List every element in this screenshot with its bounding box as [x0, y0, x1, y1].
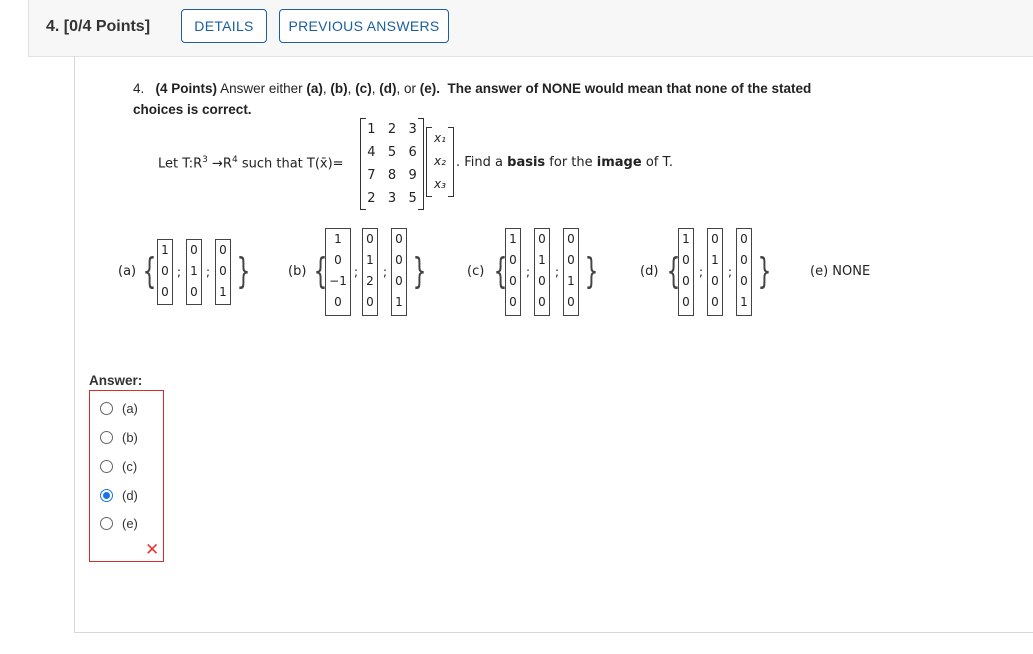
choice-d-vector-3: 0 0 0 1	[736, 228, 752, 316]
semicolon: ;	[699, 265, 704, 279]
transform-definition: Let $T:R^3 \to R^4$ such that T(x̄)=	[158, 155, 344, 172]
radio-icon[interactable]	[100, 460, 113, 473]
choice-d-right-brace: }	[757, 251, 772, 292]
answer-title: Answer:	[89, 373, 143, 388]
choice-b-vector-1: 1 0 −1 0	[325, 228, 351, 316]
question-points: 4. [0/4 Points]	[46, 18, 151, 35]
x-mark-icon: ✕	[145, 540, 160, 559]
semicolon: ;	[354, 265, 359, 279]
choice-c-left-brace: {	[493, 251, 508, 292]
answer-box	[89, 390, 164, 562]
choice-d-vector-1: 1 0 0 0	[678, 228, 694, 316]
radio-icon[interactable]	[100, 402, 113, 415]
semicolon: ;	[555, 265, 560, 279]
question-header	[28, 0, 1033, 57]
answer-option-e[interactable]: (e)	[100, 516, 138, 531]
radio-selected-icon[interactable]	[100, 489, 113, 502]
semicolon: ;	[728, 265, 733, 279]
previous-answers-button[interactable]: PREVIOUS ANSWERS	[279, 9, 449, 43]
choice-c-vector-3: 0 0 1 0	[563, 228, 579, 316]
x-vector: x₁ x₂ x₃	[426, 127, 454, 197]
details-button[interactable]: DETAILS	[181, 9, 267, 43]
question-panel	[74, 56, 1033, 633]
choice-d-left-brace: {	[666, 251, 681, 292]
semicolon: ;	[526, 265, 531, 279]
choice-b-right-brace: }	[412, 251, 427, 292]
question-text: 4. (4 Points) Answer either (a), (b), (c), (d), or (e). The answer of NONE would mean that none of the stated choices is correct.	[133, 81, 812, 117]
transform-matrix: 1 2 3 4 5 6 7 8 9 2 3 5	[360, 118, 424, 210]
radio-icon[interactable]	[100, 517, 113, 530]
choice-a-vector-3: 0 0 1	[215, 239, 231, 305]
semicolon: ;	[206, 265, 211, 279]
choice-c-label: (c)	[467, 264, 485, 279]
choice-a-right-brace: }	[236, 251, 251, 292]
choice-b-label: (b)	[288, 264, 307, 279]
semicolon: ;	[177, 265, 182, 279]
choice-c-vector-1: 1 0 0 0	[505, 228, 521, 316]
choice-a-left-brace: {	[142, 251, 157, 292]
semicolon: ;	[383, 265, 388, 279]
choice-d-vector-2: 0 1 0 0	[707, 228, 723, 316]
choice-b-vector-3: 0 0 0 1	[391, 228, 407, 316]
find-basis-text: . Find a basis for the image of T.	[456, 155, 674, 170]
answer-option-d[interactable]: (d)	[100, 488, 138, 503]
choice-c-vector-2: 0 1 0 0	[534, 228, 550, 316]
choice-b-left-brace: {	[313, 251, 328, 292]
choice-c-right-brace: }	[584, 251, 599, 292]
choice-a-vector-2: 0 1 0	[186, 239, 202, 305]
choice-d-label: (d)	[640, 264, 659, 279]
choice-e-label: (e) NONE	[810, 264, 871, 279]
answer-option-b[interactable]: (b)	[100, 430, 138, 445]
radio-icon[interactable]	[100, 431, 113, 444]
choice-a-label: (a)	[118, 264, 137, 279]
choice-b-vector-2: 0 1 2 0	[362, 228, 378, 316]
answer-option-a[interactable]: (a)	[100, 401, 138, 416]
answer-option-c[interactable]: (c)	[100, 459, 137, 474]
choice-a-vector-1: 1 0 0	[157, 239, 173, 305]
